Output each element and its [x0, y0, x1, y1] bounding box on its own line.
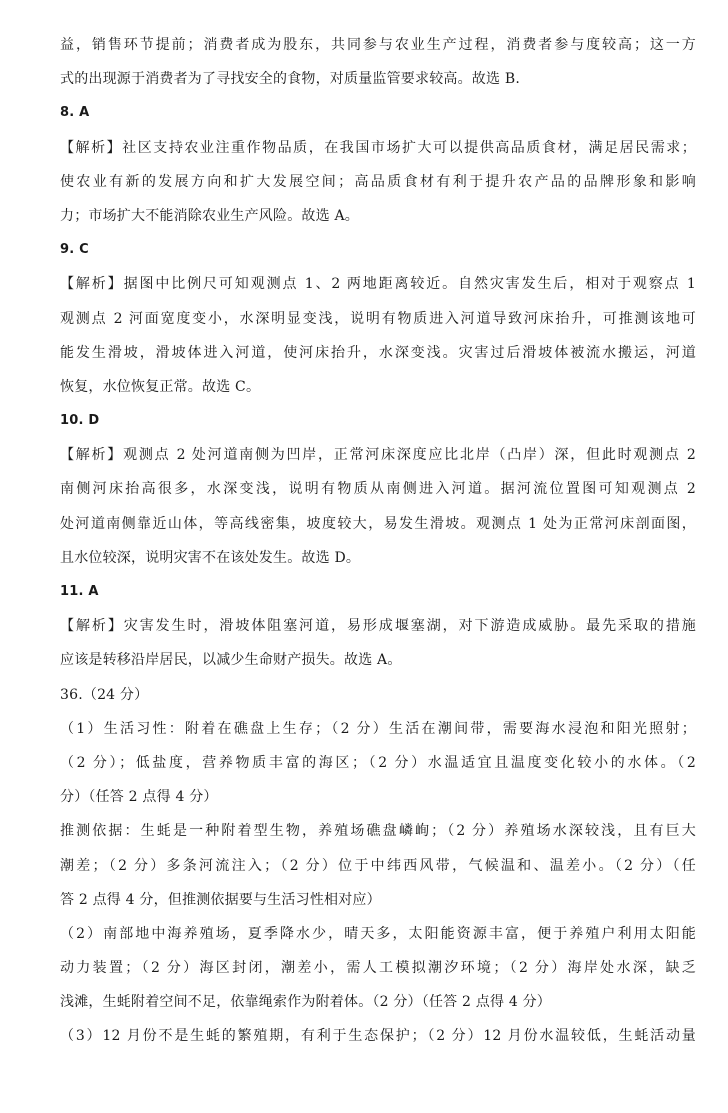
- text-line: 【解析】社区支持农业注重作物品质，在我国市场扩大可以提供高品质食材，满足居民需求；: [60, 139, 696, 156]
- text-line: 动力装置；（2 分）海区封闭，潮差小，需人工模拟潮汐环境；（2 分）海岸处水深，缺乏: [60, 960, 696, 977]
- text-line: 式的出现源于消费者为了寻找安全的食物，对质量监管要求较高。故选 B.: [60, 71, 520, 88]
- text-line: 浅滩，生蚝附着空间不足，依靠绳索作为附着体。（2 分）（任答 2 点得 4 分）: [60, 994, 551, 1011]
- text-line: 且水位较深，说明灾害不在该处发生。故选 D。: [60, 549, 361, 566]
- text-line: 处河道南侧靠近山体，等高线密集，坡度较大，易发生滑坡。观测点 1 处为正常河床剖面图，: [60, 515, 696, 532]
- text-line: 使农业有新的发展方向和扩大发展空间；高品质食材有利于提升农产品的品牌形象和影响: [60, 173, 696, 190]
- text-line: 答 2 点得 4 分，但推测依据要与生活习性相对应）: [60, 891, 381, 908]
- text-line: 恢复，水位恢复正常。故选 C。: [60, 378, 261, 395]
- answer-number: 9. C: [60, 242, 89, 258]
- answer-number: 8. A: [60, 105, 90, 121]
- text-line: （2）南部地中海养殖场，夏季降水少，晴天多，太阳能资源丰富，便于养殖户利用太阳能: [60, 925, 696, 942]
- text-line: 【解析】灾害发生时，滑坡体阻塞河道，易形成堰塞湖，对下游造成威胁。最先采取的措施: [60, 618, 696, 635]
- text-line: 应该是转移沿岸居民，以减少生命财产损失。故选 A。: [60, 652, 402, 669]
- text-line: 益，销售环节提前；消费者成为股东，共同参与农业生产过程，消费者参与度较高；这一方: [60, 37, 696, 53]
- answer-number: 10. D: [60, 413, 100, 429]
- text-line: 力；市场扩大不能消除农业生产风险。故选 A。: [60, 207, 359, 224]
- text-line: 【解析】据图中比例尺可知观测点 1、2 两地距离较近。自然灾害发生后，相对于观察点 1: [60, 276, 696, 293]
- text-line: 能发生滑坡，滑坡体进入河道，使河床抬升，水深变浅。灾害过后滑坡体被流水搬运，河道: [60, 344, 696, 361]
- text-line: 观测点 2 河面宽度变小，水深明显变浅，说明有物质进入河道导致河床抬升，可推测该地可: [60, 310, 696, 327]
- text-line: （1）生活习性：附着在礁盘上生存；（2 分）生活在潮间带，需要海水浸泡和阳光照射；: [60, 720, 696, 737]
- text-line: 潮差；（2 分）多条河流注入；（2 分）位于中纬西风带，气候温和、温差小。（2 分）（任: [60, 857, 696, 874]
- text-line: 推测依据：生蚝是一种附着型生物，养殖场礁盘嶙峋；（2 分）养殖场水深较浅，且有巨大: [60, 823, 696, 840]
- answer-number: 11. A: [60, 584, 99, 599]
- text-line: 分）（任答 2 点得 4 分）: [60, 789, 218, 806]
- text-line: 南侧河床抬高很多，水深变浅，说明有物质从南侧进入河道。据河流位置图可知观测点 2: [60, 481, 696, 498]
- document-page: [60, 28, 696, 1054]
- question-heading: 36.（24 分）: [60, 686, 149, 703]
- text-line: （2 分）；低盐度，营养物质丰富的海区；（2 分）水温适宜且温度变化较小的水体。（2: [60, 754, 696, 771]
- text-line: （3）12 月份不是生蚝的繁殖期，有利于生态保护；（2 分）12 月份水温较低，生蚝活动量: [60, 1028, 696, 1045]
- text-line: 【解析】观测点 2 处河道南侧为凹岸，正常河床深度应比北岸（凸岸）深，但此时观测点 2: [60, 447, 696, 464]
